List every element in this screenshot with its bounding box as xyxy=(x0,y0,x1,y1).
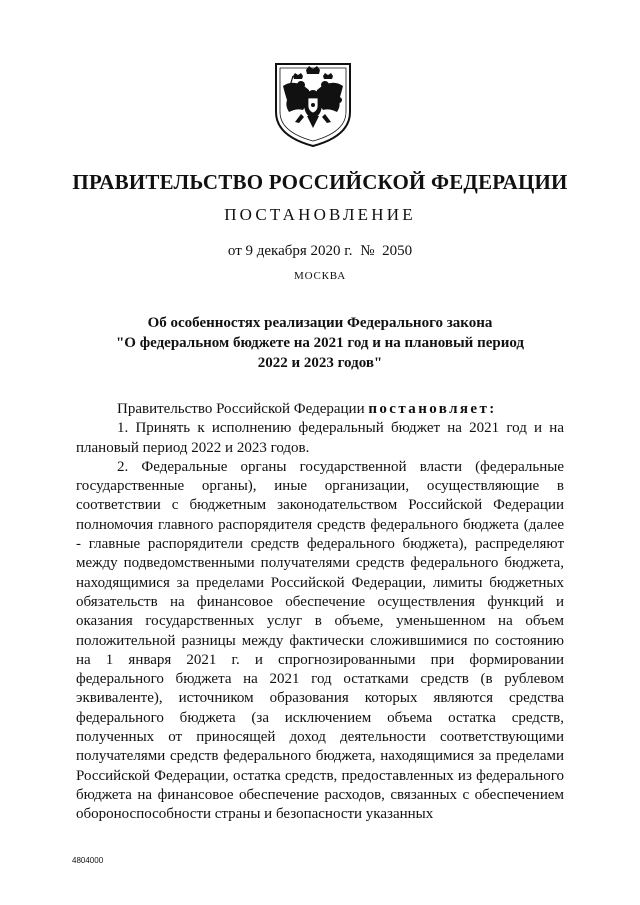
city-name: МОСКВА xyxy=(294,270,346,282)
paragraph-1: 1. Принять к исполнению федеральный бюджет на 2021 год и на плановый период 2022 и 2023 годов. xyxy=(76,420,564,456)
intro-paragraph xyxy=(76,400,564,419)
paragraph-2: 2. Федеральные органы государственной власти (федеральные государственные органы), иные организации, осуществляющие в соответствии с бюджетным законодательством Российской Федерации полномочия главного распорядителя средств федерального бюджета (далее - главные распорядители средств федерального бюджета), распределяют между подведомственными получателями средств федерального бюджета, находящимися за пределами Российской Федерации, лимиты бюджетных обязательств на финансовое обеспечение осуществления функций и оказания государственных услуг в объеме, уменьшенном на объем положительной разницы между фактически сложившимися по состоянию на 1 января 2021 г. и спрогнозированными при формировании федерального бюджета на 2021 год остатками средств (в рублевом эквиваленте), источником образования которых являются средства федерального бюджета (за исключением объема остатка средств, полученных от приносящей доход деятельности соответствующими получателями средств федерального бюджета, находящимися за пределами Российской Федерации, остатка средств, предоставленных из федерального бюджета на финансовое обеспечение расходов, связанных с обеспечением обороноспособности страны и безопасности указанных xyxy=(76,458,564,823)
title-line-1: Об особенностях реализации Федерального закона xyxy=(147,315,493,331)
title-line-2: "О федеральном бюджете на 2021 год и на плановый период xyxy=(115,335,525,351)
document-body xyxy=(76,400,564,825)
decree-date-line xyxy=(0,243,640,260)
title-line-3: 2022 и 2023 годов" xyxy=(257,355,383,371)
document-type: ПОСТАНОВЛЕНИЕ xyxy=(224,205,416,224)
number-sign: № xyxy=(360,243,375,259)
decree-date: от 9 декабря 2020 г. xyxy=(227,243,353,259)
decree-number: 2050 xyxy=(382,243,413,259)
intro-resolves: постановляет: xyxy=(368,401,497,417)
document-title xyxy=(100,313,540,373)
footer-code: 4804000 xyxy=(72,856,104,865)
intro-prefix: Правительство Российской Федерации xyxy=(117,401,369,417)
government-title: ПРАВИТЕЛЬСТВО РОССИЙСКОЙ ФЕДЕРАЦИИ xyxy=(72,170,568,194)
russian-coat-of-arms-icon xyxy=(273,60,353,148)
